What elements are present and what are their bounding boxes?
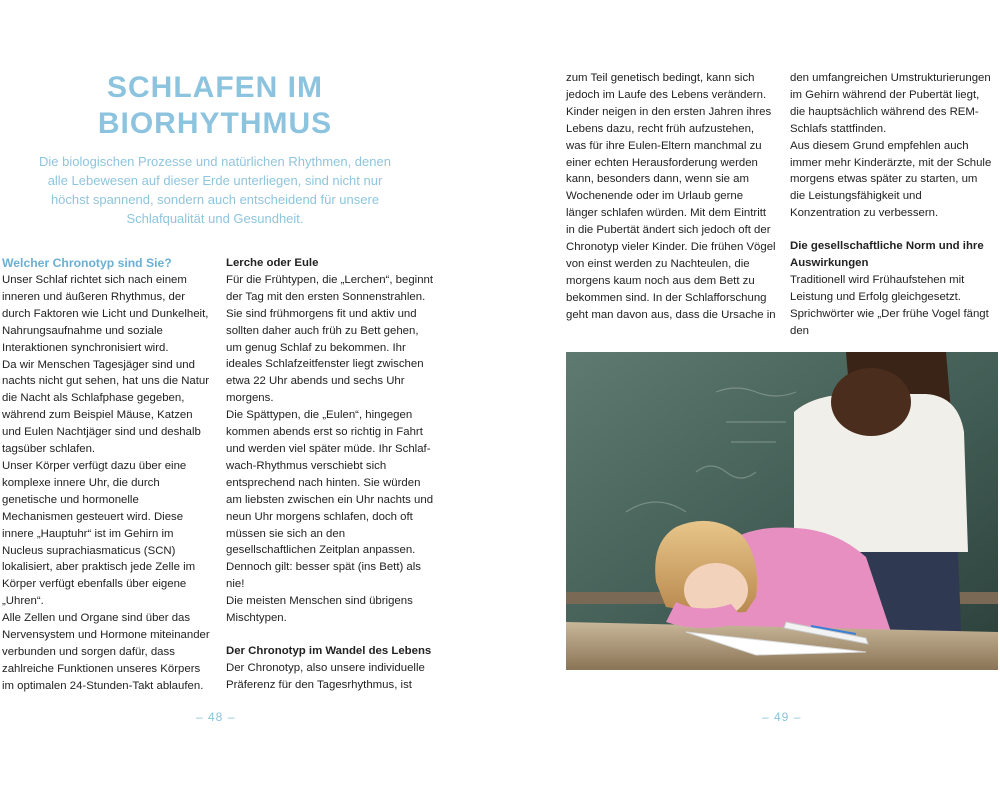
paragraph: Unser Schlaf richtet sich nach einem inneren und äußeren Rhythmus, der durch Faktoren wie Licht und Dunkelheit, Nahrungsaufnahme und soziale Interaktionen synchronisiert wird. [2, 274, 209, 354]
section-heading-wandel: Der Chronotyp im Wandel des Lebens [226, 644, 432, 657]
right-column-1 [566, 70, 776, 324]
classroom-photo-illustration [566, 352, 998, 670]
spacer [790, 222, 995, 238]
paragraph: den umfangreichen Umstrukturierungen im Gehirn während der Pubertät liegt, die hauptsächlich während des REM-Schlafs stattfinden. [790, 72, 991, 135]
spacer [226, 627, 436, 643]
paragraph: zum Teil genetisch bedingt, kann sich jedoch im Laufe des Lebens verändern. Kinder neigen in den ersten Jahren ihres Lebens dazu, recht früh aufzustehen, was für ihre Eulen-Eltern manchmal zu einer echten Herausforderung werden kann, besonders dann, wenn sie am Wochenende oder im Urlaub gerne länger schlafen würden. Mit dem Eintritt in die Pubertät ändert sich jedoch oft der Chronotyp vieler Kinder. Die frühen Vögel von einst werden zu Nachteulen, die morgens kaum noch aus dem Bett zu bekommen sind. In der Schlafforschung geht man davon aus, dass die Ursache in [566, 72, 776, 321]
paragraph: Die Spättypen, die „Eulen“, hingegen kommen abends erst so richtig in Fahrt und werden viel später müde. Ihr Schlaf-wach-Rhythmus verschiebt sich entsprechend nach hinten. Sie würden am liebsten zwischen ein Uhr nachts und neun Uhr morgens schlafen, doch oft müssen sie sich an den gesellschaftlichen Zeitplan anpassen. Dennoch gilt: besser spät (ins Bett) als nie! [226, 409, 434, 591]
page-number-left: – 48 – [196, 710, 236, 724]
paragraph: Die meisten Menschen sind übrigens Mischtypen. [226, 595, 413, 625]
paragraph: Aus diesem Grund empfehlen auch immer mehr Kinderärzte, mit der Schule morgens etwas später zu starten, um die Leistungsfähigkeit und Konzentration zu verbessern. [790, 139, 992, 220]
left-column-2 [226, 255, 436, 694]
classroom-photo [566, 352, 998, 670]
paragraph: Unser Körper verfügt dazu über eine komplexe innere Uhr, die durch genetische und hormonelle Mechanismen gesteuert wird. Diese innere „Hauptuhr“ ist im Gehirn im Nucleus suprachiasmaticus (SCN) lokalisiert, aber praktisch jede Zelle im Körper verfügt ebenfalls über eigene „Uhren“. [2, 459, 196, 608]
section-heading-norm: Die gesellschaftliche Norm und ihre Auswirkungen [790, 240, 984, 270]
chapter-title-line2: BIORHYTHMUS [97, 107, 333, 140]
right-column-2 [790, 70, 995, 340]
chapter-title-line1: SCHLAFEN IM [107, 71, 323, 104]
paragraph: Da wir Menschen Tagesjäger sind und nachts nicht gut sehen, hat uns die Natur die Nacht als Schlafphase gegeben, während zum Beispiel Mäuse, Katzen und Eulen Nachtjäger sind und deshalb tagsüber schlafen. [2, 358, 210, 456]
section-heading-chronotyp: Welcher Chronotyp sind Sie? [2, 256, 172, 270]
paragraph: Alle Zellen und Organe sind über das Nervensystem und Hormone miteinander verbunden und sorgen dafür, dass zahlreiche Funktionen unseres Körpers im optimalen 24-Stunden-Takt ablaufen. [2, 612, 210, 692]
paragraph: Für die Frühtypen, die „Lerchen“, beginnt der Tag mit den ersten Sonnenstrahlen. Sie sind frühmorgens fit und aktiv und sollten daher auch früh zu Bett gehen, um genug Schlaf zu bekommen. Ihr ideales Schlafzeitfenster liegt zwischen etwa 22 Uhr abends und sechs Uhr morgens. [226, 273, 434, 405]
section-heading-lerche-eule: Lerche oder Eule [226, 257, 319, 269]
left-column-1 [2, 255, 212, 695]
paragraph: Traditionell wird Frühaufstehen mit Leistung und Erfolg gleichgesetzt. Sprichwörter wie „Der frühe Vogel fängt den [790, 273, 989, 337]
chapter-intro: Die biologischen Prozesse und natürlichen Rhythmen, denen alle Lebewesen auf dieser Erde unterliegen, sind nicht nur höchst spannend, sondern auch entscheidend für unsere Schlafqualität und Gesundheit. [39, 154, 391, 226]
chapter-title [60, 70, 370, 142]
page-number-right: – 49 – [762, 710, 802, 724]
paragraph: Der Chronotyp, also unsere individuelle Präferenz für den Tagesrhythmus, ist [226, 661, 425, 691]
